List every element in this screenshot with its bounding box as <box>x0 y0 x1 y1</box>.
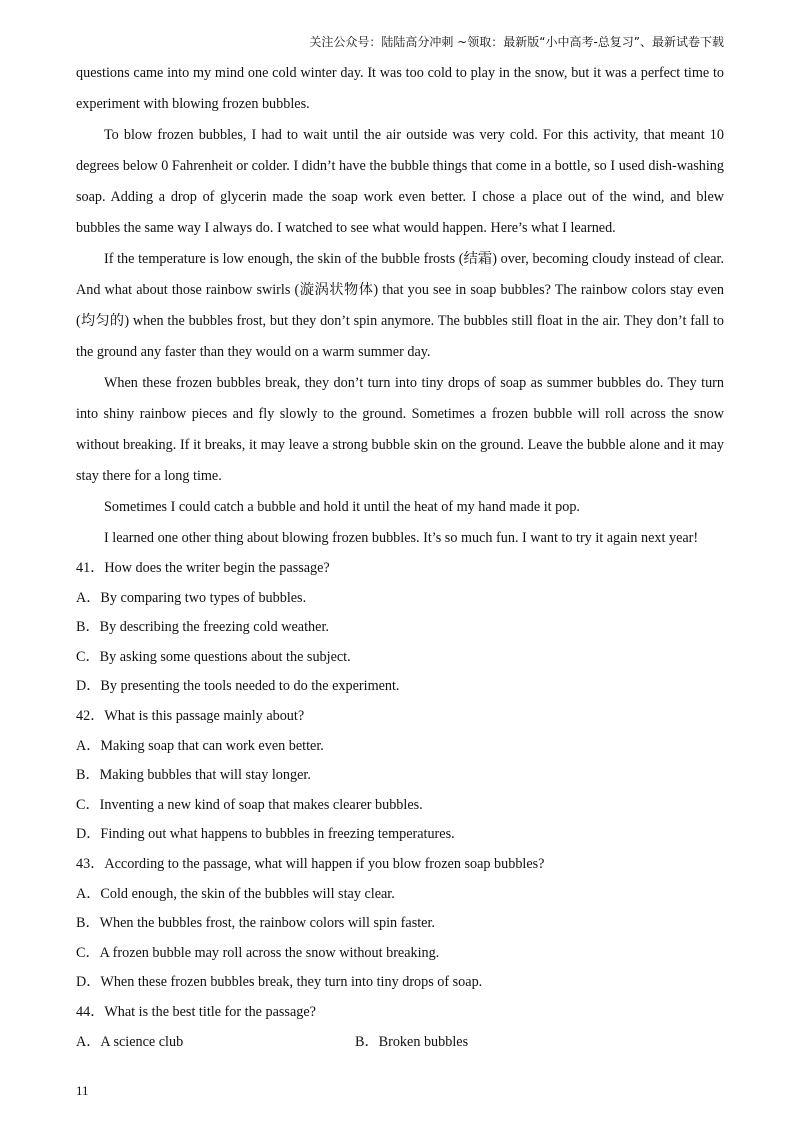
passage-paragraph: I learned one other thing about blowing frozen bubbles. It’s so much fun. I want to try it again next year! <box>104 530 699 546</box>
option-row <box>76 1028 724 1058</box>
page-content <box>76 58 724 1057</box>
passage-paragraph: questions came into my mind one cold winter day. It was too cold to play in the snow, but it was a perfect time to experiment with blowing frozen bubbles. <box>76 65 724 112</box>
option-c: C．A frozen bubble may roll across the snow without breaking. <box>76 944 440 961</box>
question-stem: 42．What is this passage mainly about? <box>76 707 305 724</box>
question-41 <box>76 554 724 702</box>
question-44 <box>76 998 724 1057</box>
option-b: B．By describing the freezing cold weather. <box>76 619 329 636</box>
question-43 <box>76 850 724 998</box>
page-number: 11 <box>76 1083 89 1098</box>
passage <box>76 58 724 554</box>
option-c: C．Inventing a new kind of soap that makes clearer bubbles. <box>76 796 423 813</box>
question-stem: 43．According to the passage, what will happen if you blow frozen soap bubbles? <box>76 855 545 872</box>
option-a: A．Cold enough, the skin of the bubbles will stay clear. <box>76 885 395 902</box>
option-d: D．By presenting the tools needed to do the experiment. <box>76 678 400 695</box>
passage-paragraph: Sometimes I could catch a bubble and hold it until the heat of my hand made it pop. <box>104 499 580 515</box>
passage-paragraph: If the temperature is low enough, the skin of the bubble frosts (结霜) over, becoming cloudy instead of clear. And what about those rainbow swirls (漩涡状物体) that you see in soap bubbles? The rainbow colors stay even (均匀的) when the bubbles frost, but they don’t spin anymore. The bubbles still float in the air. They don’t fall to the ground any faster than they would on a warm summer day. <box>76 251 724 360</box>
question-list <box>76 554 724 1057</box>
option-a: A．By comparing two types of bubbles. <box>76 589 307 606</box>
option-d: D．Finding out what happens to bubbles in freezing temperatures. <box>76 826 455 843</box>
option-a: A．Making soap that can work even better. <box>76 737 324 754</box>
passage-paragraph: To blow frozen bubbles, I had to wait until the air outside was very cold. For this activity, that meant 10 degrees below 0 Fahrenheit or colder. I didn’t have the bubble things that come in a bottle, so I used dish-washing soap. Adding a drop of glycerin made the soap work even better. I chose a place out of the wind, and blew bubbles the same way I always do. I watched to see what would happen. Here’s what I learned. <box>76 127 724 236</box>
question-stem: 44．What is the best title for the passage? <box>76 1003 316 1020</box>
question-42 <box>76 702 724 850</box>
option-a: A．A science club <box>76 1033 184 1050</box>
passage-paragraph: When these frozen bubbles break, they don’t turn into tiny drops of soap as summer bubbles do. They turn into shiny rainbow pieces and fly slowly to the ground. Sometimes a frozen bubble will roll across the snow without breaking. If it breaks, it may leave a strong bubble skin on the ground. Leave the bubble alone and it may stay there for a long time. <box>76 375 724 484</box>
option-b: B．Making bubbles that will stay longer. <box>76 767 311 784</box>
page-header: 关注公众号：陆陆高分冲刺 ~领取：最新版“小中高考-总复习”、最新试卷下载 <box>309 35 724 49</box>
option-d: D．When these frozen bubbles break, they turn into tiny drops of soap. <box>76 974 483 991</box>
option-c: C．By asking some questions about the subject. <box>76 648 351 665</box>
option-b: B．When the bubbles frost, the rainbow colors will spin faster. <box>76 915 435 932</box>
question-stem: 41．How does the writer begin the passage? <box>76 560 330 576</box>
option-b: B．Broken bubbles <box>355 1033 469 1050</box>
